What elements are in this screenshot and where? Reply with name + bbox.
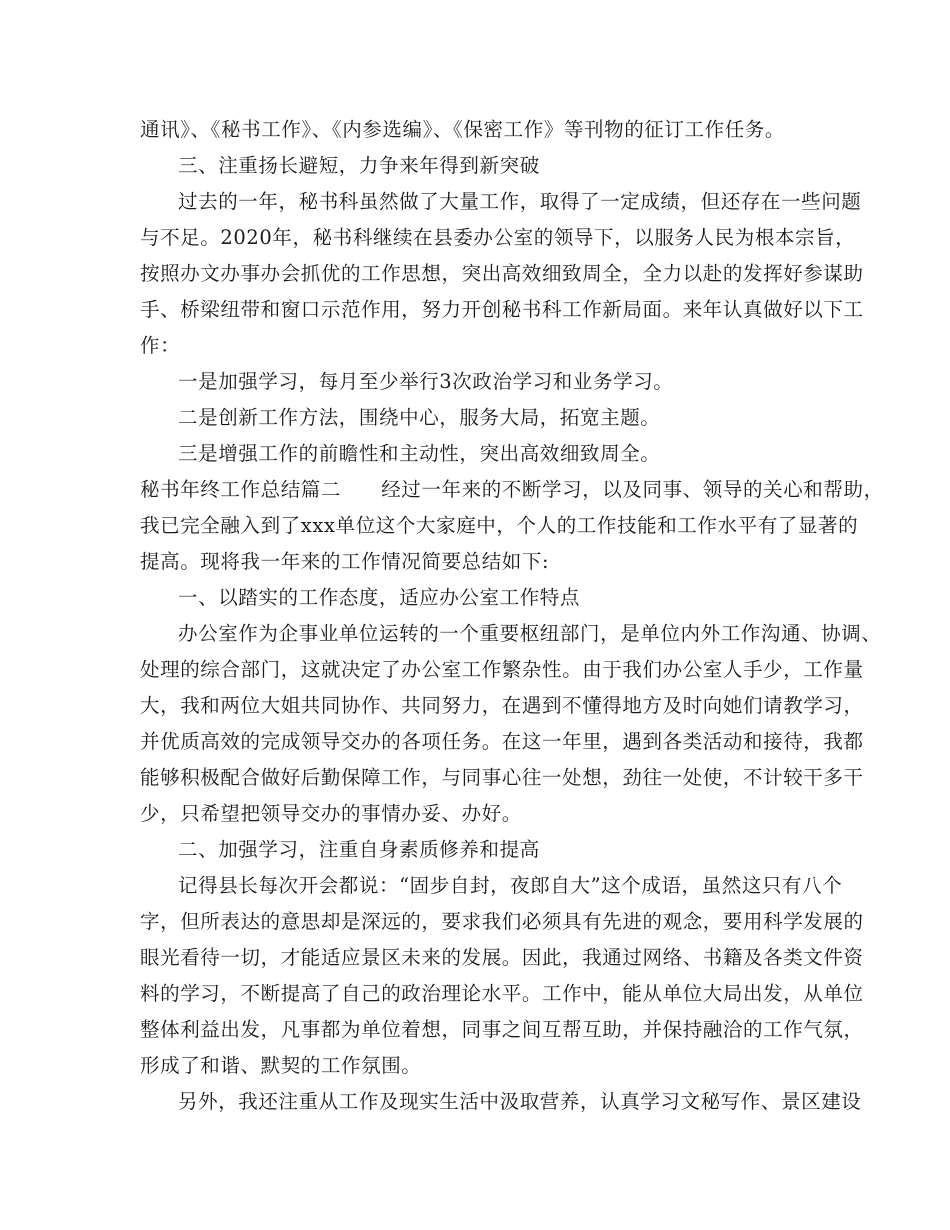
- text-line: 过去的一年，秘书科虽然做了大量工作，取得了一定成绩，但还存在一些问题: [178, 190, 862, 213]
- text-line: 通讯》、《秘书工作》、《内参选编》、《保密工作》等刊物的征订工作任务。: [140, 118, 786, 141]
- text-line: 大，我和两位大姐共同协作、共同努力，在遇到不懂得地方及时向她们请教学习，: [140, 694, 864, 717]
- section-heading: 三、注重扬长避短，力争来年得到新突破: [178, 154, 540, 177]
- text-line: 料的学习，不断提高了自己的政治理论水平。工作中，能从单位大局出发，从单位: [140, 982, 864, 1005]
- text-line: 处理的综合部门，这就决定了办公室工作繁杂性。由于我们办公室人手少，工作量: [140, 658, 864, 681]
- section-heading: 一、以踏实的工作态度，适应办公室工作特点: [178, 586, 581, 609]
- text-line: 办公室作为企事业单位运转的一个重要枢纽部门，是单位内外工作沟通、协调、: [178, 622, 882, 645]
- text-line: 另外，我还注重从工作及现实生活中汲取营养，认真学习文秘写作、景区建设: [178, 1090, 862, 1113]
- text-line: 并优质高效的完成领导交办的各项任务。在这一年里，遇到各类活动和接待，我都: [140, 730, 864, 753]
- section-heading: 二、加强学习，注重自身素质修养和提高: [178, 838, 540, 861]
- text-line: 作：: [140, 334, 181, 357]
- text-line: 能够积极配合做好后勤保障工作，与同事心往一处想，劲往一处使，不计较干多干: [140, 766, 864, 789]
- list-item: 三是增强工作的前瞻性和主动性，突出高效细致周全。: [178, 442, 661, 465]
- text-line: 整体利益出发，凡事都为单位着想，同事之间互帮互助，并保持融洽的工作气氛，: [140, 1018, 864, 1041]
- text-line: 眼光看待一切，才能适应景区未来的发展。因此，我通过网络、书籍及各类文件资: [140, 946, 864, 969]
- text-line: 手、桥梁纽带和窗口示范作用，努力开创秘书科工作新局面。来年认真做好以下工: [140, 298, 864, 321]
- text-line: 提高。现将我一年来的工作情况简要总结如下:: [140, 550, 550, 573]
- text-line: 我已完全融入到了xxx单位这个大家庭中，个人的工作技能和工作水平有了显著的: [140, 514, 859, 537]
- text-line: 形成了和谐、默契的工作氛围。: [140, 1054, 422, 1077]
- list-item: 一是加强学习，每月至少举行3次政治学习和业务学习。: [178, 370, 674, 393]
- text-line: 字，但所表达的意思却是深远的，要求我们必须具有先进的观念，要用科学发展的: [140, 910, 864, 933]
- text-line: 少，只希望把领导交办的事情办妥、办好。: [140, 802, 522, 825]
- text-line: 按照办文办事办会抓优的工作思想，突出高效细致周全，全力以赴的发挥好参谋助: [140, 262, 864, 285]
- list-item: 二是创新工作方法，围绕中心，服务大局，拓宽主题。: [178, 406, 661, 429]
- text-line: 与不足。2020年，秘书科继续在县委办公室的领导下，以服务人民为根本宗旨，: [140, 226, 856, 249]
- text-line: 秘书年终工作总结篇二 经过一年来的不断学习，以及同事、领导的关心和帮助，: [140, 478, 884, 501]
- text-line: 记得县长每次开会都说：“固步自封，夜郎自大”这个成语，虽然这只有八个: [178, 874, 843, 897]
